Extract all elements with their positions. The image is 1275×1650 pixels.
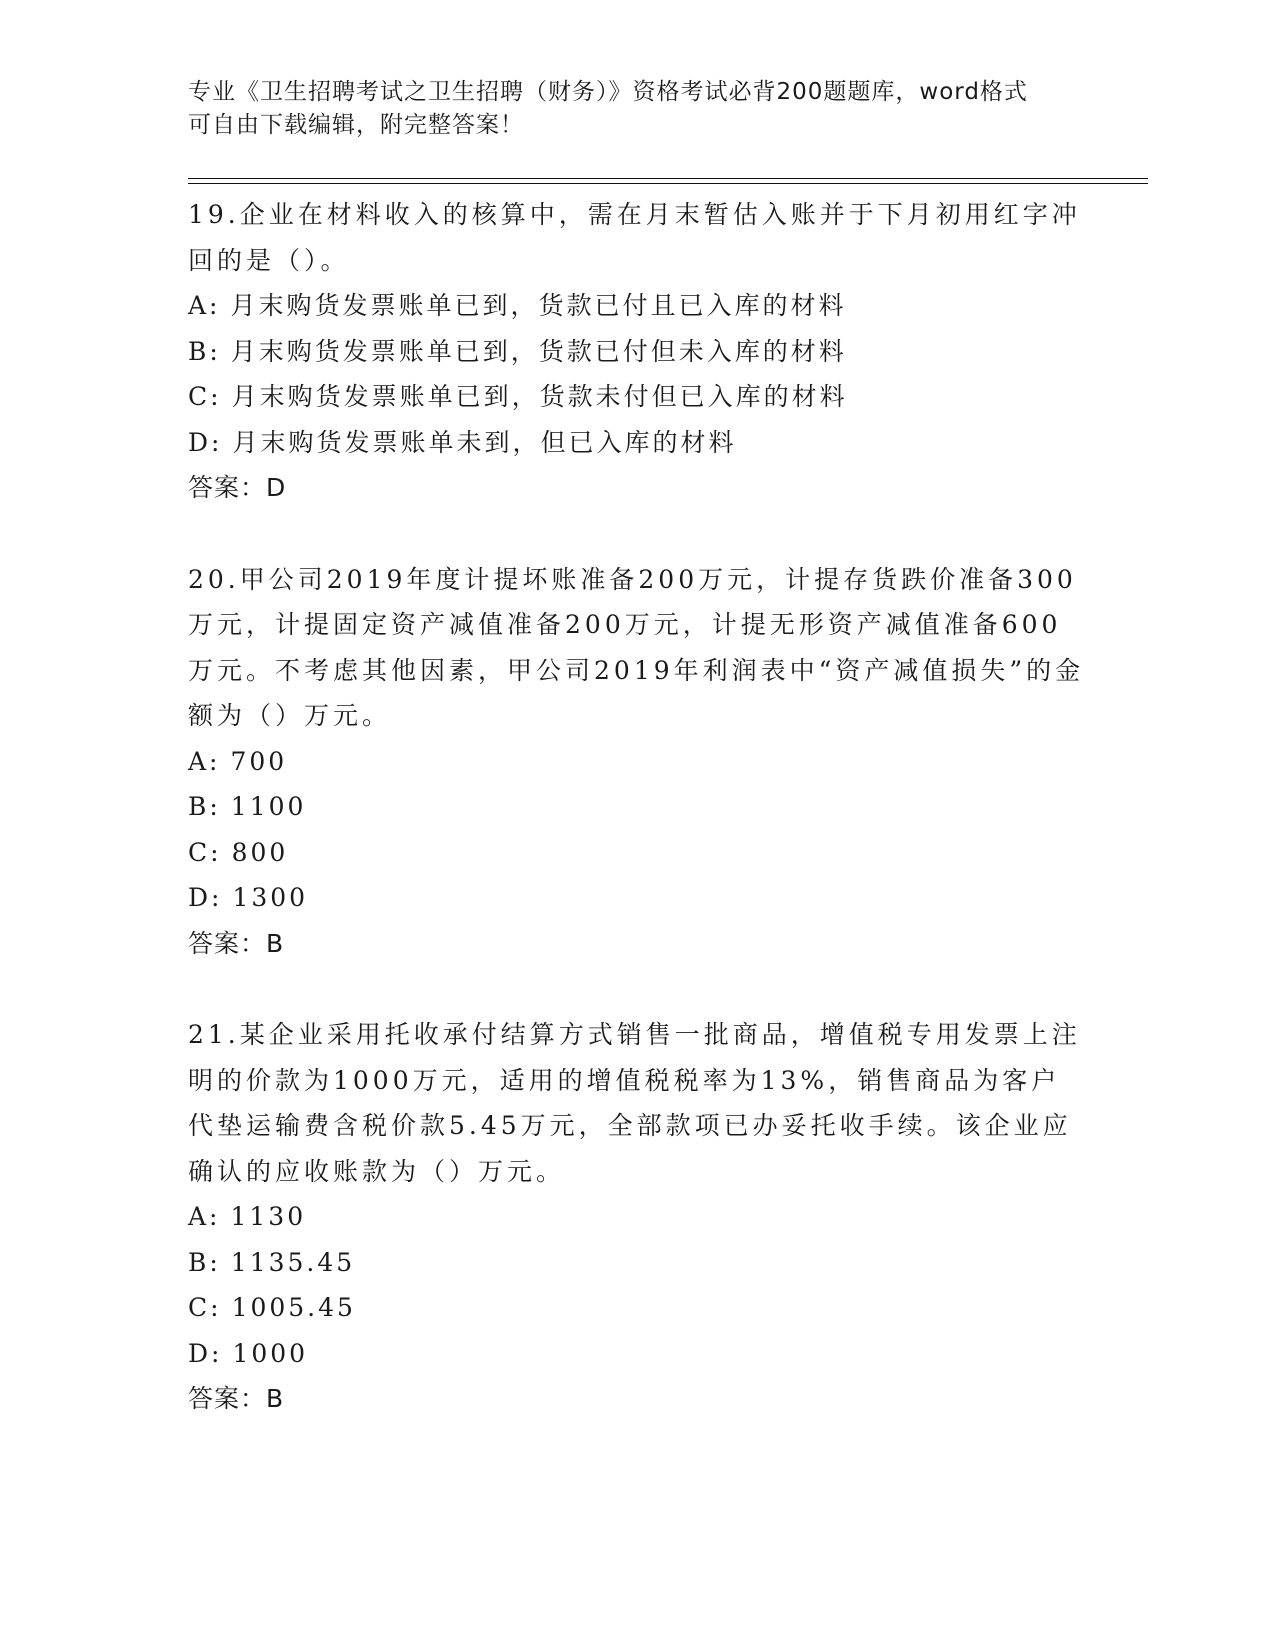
option-letter: D: xyxy=(188,883,223,912)
question-20 xyxy=(188,557,1088,967)
header-line-1: 专业《卫生招聘考试之卫生招聘（财务）》资格考试必背200题题库，word格式 xyxy=(188,79,1028,105)
header-divider-top xyxy=(188,178,1148,179)
header-line-2: 可自由下载编辑，附完整答案！ xyxy=(188,112,524,138)
option-a xyxy=(188,1194,1088,1240)
option-text: 1000 xyxy=(232,1338,309,1368)
option-letter: D: xyxy=(188,1338,223,1368)
document-header xyxy=(188,76,1088,142)
option-letter: C: xyxy=(188,1293,222,1322)
option-text: 1300 xyxy=(232,883,309,912)
option-list xyxy=(188,739,1088,921)
option-text: 月末购货发票账单未到，但已入库的材料 xyxy=(232,427,737,457)
answer-line: 答案：B xyxy=(188,928,285,958)
option-a xyxy=(188,283,1088,329)
option-letter: B: xyxy=(188,792,221,821)
option-text: 月末购货发票账单已到，货款未付但已入库的材料 xyxy=(231,382,848,411)
option-c xyxy=(188,1285,1088,1331)
option-letter: B: xyxy=(188,336,221,366)
option-d xyxy=(188,875,1088,921)
option-letter: A: xyxy=(188,1202,221,1231)
option-text: 月末购货发票账单已到，货款已付但未入库的材料 xyxy=(230,336,847,366)
option-text: 1135.45 xyxy=(230,1247,356,1277)
question-21 xyxy=(188,1012,1088,1422)
option-c xyxy=(188,374,1088,420)
option-text: 700 xyxy=(230,746,288,776)
option-letter: B: xyxy=(188,1247,221,1277)
answer-line: 答案：D xyxy=(188,473,287,502)
option-b xyxy=(188,329,1088,375)
option-b xyxy=(188,1240,1088,1286)
option-letter: C: xyxy=(188,382,222,411)
option-list xyxy=(188,1194,1088,1376)
option-letter: A: xyxy=(188,746,221,776)
question-19 xyxy=(188,192,1088,511)
option-text: 1100 xyxy=(230,792,307,821)
question-stem: 20.甲公司2019年度计提坏账准备200万元，计提存货跌价准备300万元，计提固定资产减值准备200万元，计提无形资产减值准备600万元。不考虑其他因素，甲公司2019年利润表中“资产减值损失”的金额为（）万元。 xyxy=(188,564,1085,730)
option-a xyxy=(188,739,1088,785)
question-list xyxy=(188,192,1088,1468)
question-stem: 19.企业在材料收入的核算中，需在月末暂估入账并于下月初用红字冲回的是（）。 xyxy=(188,200,1081,275)
option-d xyxy=(188,1331,1088,1377)
option-b xyxy=(188,784,1088,830)
question-stem: 21.某企业采用托收承付结算方式销售一批商品，增值税专用发票上注明的价款为1000万元，适用的增值税税率为13%，销售商品为客户代垫运输费含税价款5.45万元，全部款项已办妥托收手续。该企业应确认的应收账款为（）万元。 xyxy=(188,1020,1081,1186)
answer-line: 答案：B xyxy=(188,1384,285,1413)
option-d xyxy=(188,420,1088,466)
option-list xyxy=(188,283,1088,465)
option-c xyxy=(188,830,1088,876)
option-letter: A: xyxy=(188,291,221,320)
option-letter: C: xyxy=(188,837,222,867)
option-text: 1130 xyxy=(230,1202,307,1231)
option-text: 月末购货发票账单已到，货款已付且已入库的材料 xyxy=(230,291,847,320)
option-letter: D: xyxy=(188,427,223,457)
option-text: 1005.45 xyxy=(231,1293,356,1322)
header-divider-bottom xyxy=(188,183,1148,184)
option-text: 800 xyxy=(231,837,289,867)
